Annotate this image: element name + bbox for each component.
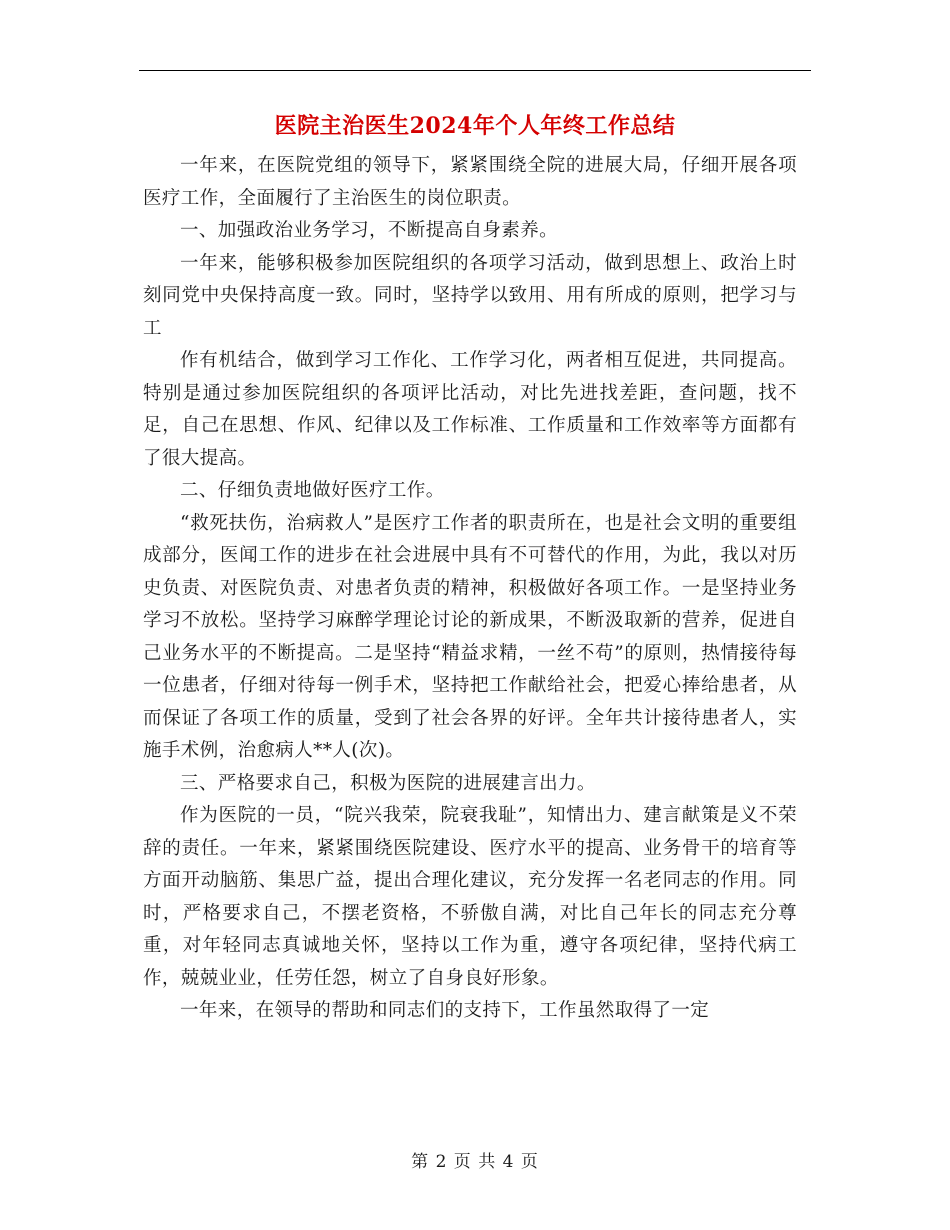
section-heading-2: 二、仔细负责地做好医疗工作。 xyxy=(180,480,445,501)
header-rule xyxy=(139,70,811,71)
document-body xyxy=(143,150,797,1028)
paragraph-study: 一年来，能够积极参加医院组织的各项学习活动，做到思想上、政治上时刻同党中央保持高度一致。同时，坚持学以致用、用有所成的原则，把学习与工 xyxy=(143,252,797,339)
paragraph-study-continued: 作有机结合，做到学习工作化、工作学习化，两者相互促进，共同提高。特别是通过参加医院组织的各项评比活动，对比先进找差距，查问题，找不足，自己在思想、作风、纪律以及工作标准、工作质量和工作效率等方面都有了很大提高。 xyxy=(143,350,797,469)
paragraph-conclusion: 一年来，在领导的帮助和同志们的支持下，工作虽然取得了一定 xyxy=(180,1000,710,1021)
section-heading-3: 三、严格要求自己，积极为医院的进展建言出力。 xyxy=(180,772,596,794)
paragraph-contribution: 作为医院的一员，“院兴我荣，院衰我耻”，知情出力、建言献策是义不荣辞的责任。一年来，紧紧围绕医院建设、医疗水平的提高、业务骨干的培育等方面开动脑筋、集思广益，提出合理化建议，充分发挥一名老同志的作用。同时，严格要求自己，不摆老资格，不骄傲自满，对比自己年长的同志充分尊重，对年轻同志真诚地关怀，坚持以工作为重，遵守各项纪律，坚持代病工作，兢兢业业，任劳任怨，树立了自身良好形象。 xyxy=(143,805,797,989)
paragraph-intro: 一年来，在医院党组的领导下，紧紧围绕全院的进展大局，仔细开展各项医疗工作，全面履行了主治医生的岗位职责。 xyxy=(143,155,797,209)
paragraph-medical-work: “救死扶伤，治病救人”是医疗工作者的职责所在，也是社会文明的重要组成部分，医闻工作的进步在社会进展中具有不可替代的作用，为此，我以对历史负责、对医院负责、对患者负责的精神，积极做好各项工作。一是坚持业务学习不放松。坚持学习麻醉学理论讨论的新成果，不断汲取新的营养，促进自己业务水平的不断提高。二是坚持“精益求精，一丝不苟”的原则，热情接待每一位患者，仔细对待每一例手术，坚持把工作献给社会，把爱心捧给患者，从而保证了各项工作的质量，受到了社会各界的好评。全年共计接待患者人，实施手术例，治愈病人**人(次)。 xyxy=(143,512,797,761)
page-number-footer: 第 2 页 共 4 页 xyxy=(411,1152,539,1172)
document-title: 医院主治医生2024年个人年终工作总结 xyxy=(274,113,676,139)
section-heading-1: 一、加强政治业务学习，不断提高自身素养。 xyxy=(180,220,559,241)
